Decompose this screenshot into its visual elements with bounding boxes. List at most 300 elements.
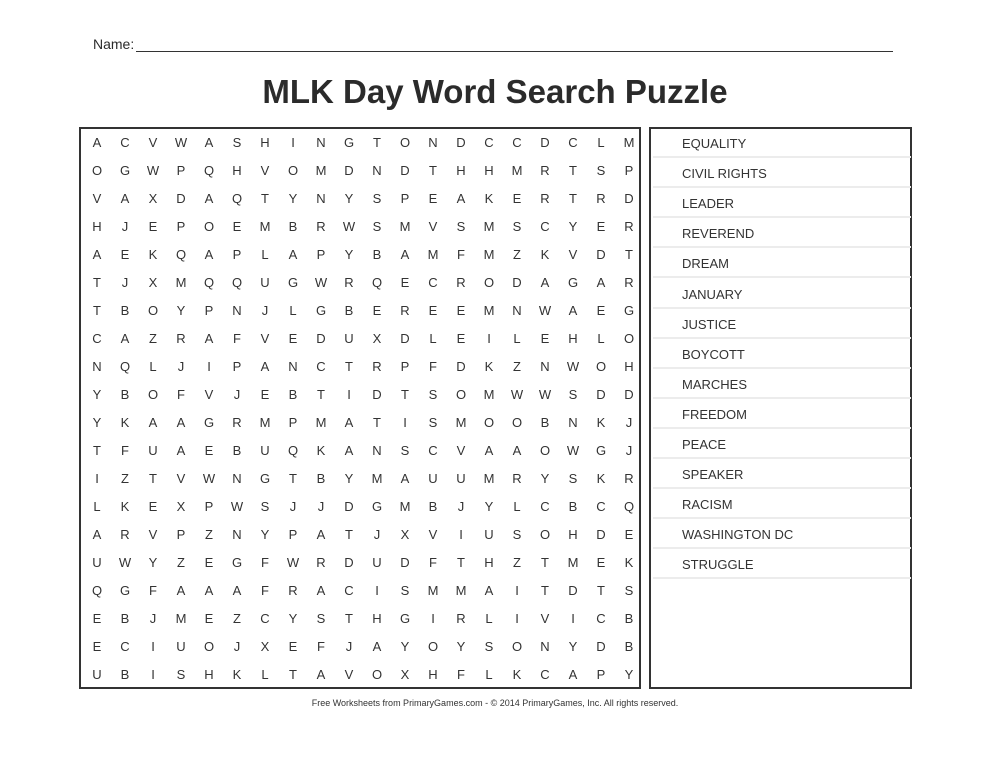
grid-cell[interactable]: L [149,359,157,374]
grid-cell[interactable]: V [260,163,270,178]
grid-cell[interactable]: V [148,527,158,542]
grid-cell[interactable]: X [148,191,158,206]
grid-cell[interactable]: G [119,583,131,598]
grid-cell[interactable]: Y [344,247,354,262]
grid-cell[interactable]: Q [371,275,383,290]
grid-cell[interactable]: O [483,275,495,290]
grid-cell[interactable]: F [457,247,465,262]
grid-cell[interactable]: R [624,219,634,234]
grid-cell[interactable]: F [429,555,437,570]
grid-cell[interactable]: N [288,359,298,374]
grid-cell[interactable]: Q [623,499,635,514]
grid-cell[interactable]: J [625,443,633,458]
grid-cell[interactable]: M [623,135,635,150]
grid-cell[interactable]: H [484,163,494,178]
grid-cell[interactable]: K [316,443,326,458]
grid-cell[interactable]: T [457,555,465,570]
grid-cell[interactable]: A [512,443,522,458]
grid-cell[interactable]: F [177,387,185,402]
grid-cell[interactable]: M [175,275,187,290]
grid-cell[interactable]: R [316,555,326,570]
grid-cell[interactable]: O [623,331,635,346]
grid-cell[interactable]: M [567,555,579,570]
grid-cell[interactable]: G [119,163,131,178]
grid-cell[interactable]: B [372,247,382,262]
letter-grid[interactable] [79,127,641,689]
grid-cell[interactable]: W [510,387,524,402]
grid-cell[interactable]: E [596,555,606,570]
grid-cell[interactable]: A [484,583,494,598]
grid-cell[interactable]: A [92,527,102,542]
grid-cell[interactable]: J [233,639,241,654]
grid-cell[interactable]: O [483,415,495,430]
grid-cell[interactable]: Z [513,247,521,262]
grid-cell[interactable]: W [230,499,244,514]
grid-cell[interactable]: G [231,555,243,570]
grid-cell[interactable]: I [151,667,155,682]
grid-cell[interactable]: M [483,247,495,262]
grid-cell[interactable]: E [204,611,214,626]
grid-cell[interactable]: V [176,471,186,486]
grid-cell[interactable]: M [259,415,271,430]
grid-cell[interactable]: T [289,667,297,682]
grid-cell[interactable]: B [120,667,130,682]
grid-cell[interactable]: Y [540,471,550,486]
grid-cell[interactable]: Q [91,583,103,598]
grid-cell[interactable]: L [597,331,605,346]
grid-cell[interactable]: D [400,331,410,346]
grid-cell[interactable]: S [260,499,270,514]
grid-cell[interactable]: Q [231,275,243,290]
grid-cell[interactable]: T [93,275,101,290]
grid-cell[interactable]: E [204,555,214,570]
grid-cell[interactable]: A [568,667,578,682]
grid-cell[interactable]: M [455,415,467,430]
grid-cell[interactable]: X [148,275,158,290]
grid-cell[interactable]: H [456,163,466,178]
grid-cell[interactable]: P [176,527,186,542]
grid-cell[interactable]: V [428,527,438,542]
grid-cell[interactable]: F [457,667,465,682]
grid-cell[interactable]: U [456,471,466,486]
grid-cell[interactable]: T [625,247,633,262]
grid-cell[interactable]: I [347,387,351,402]
grid-cell[interactable]: L [261,247,269,262]
grid-cell[interactable]: C [260,611,270,626]
grid-cell[interactable]: A [176,583,186,598]
grid-cell[interactable]: Q [119,359,131,374]
grid-cell[interactable]: U [92,555,102,570]
grid-cell[interactable]: E [120,247,130,262]
grid-cell[interactable]: Z [233,611,241,626]
grid-cell[interactable]: K [120,499,130,514]
grid-cell[interactable]: Z [205,527,213,542]
grid-cell[interactable]: D [596,387,606,402]
grid-cell[interactable]: G [567,275,579,290]
grid-cell[interactable]: S [512,527,522,542]
grid-cell[interactable]: U [260,275,270,290]
grid-cell[interactable]: X [400,667,410,682]
grid-cell[interactable]: I [403,415,407,430]
grid-cell[interactable]: L [289,303,297,318]
grid-cell[interactable]: B [288,387,298,402]
grid-cell[interactable]: D [456,359,466,374]
grid-cell[interactable]: S [232,135,242,150]
grid-cell[interactable]: S [596,163,606,178]
grid-cell[interactable]: R [232,415,242,430]
grid-cell[interactable]: D [400,163,410,178]
grid-cell[interactable]: H [428,667,438,682]
grid-cell[interactable]: G [371,499,383,514]
grid-cell[interactable]: G [287,275,299,290]
grid-cell[interactable]: T [429,163,437,178]
grid-cell[interactable]: C [120,639,130,654]
grid-cell[interactable]: O [539,527,551,542]
grid-cell[interactable]: E [596,303,606,318]
grid-cell[interactable]: U [176,639,186,654]
grid-cell[interactable]: A [204,247,214,262]
grid-cell[interactable]: Y [624,667,634,682]
grid-cell[interactable]: M [483,219,495,234]
grid-cell[interactable]: P [176,163,186,178]
grid-cell[interactable]: D [316,331,326,346]
grid-cell[interactable]: F [261,555,269,570]
grid-cell[interactable]: T [261,191,269,206]
grid-cell[interactable]: R [512,471,522,486]
grid-cell[interactable]: O [399,135,411,150]
grid-cell[interactable]: H [568,331,578,346]
grid-cell[interactable]: D [596,639,606,654]
grid-cell[interactable]: N [512,303,522,318]
grid-cell[interactable]: V [92,191,102,206]
grid-cell[interactable]: Z [513,359,521,374]
grid-cell[interactable]: M [371,471,383,486]
grid-cell[interactable]: A [92,247,102,262]
grid-cell[interactable]: F [149,583,157,598]
grid-cell[interactable]: N [372,443,382,458]
grid-cell[interactable]: U [260,443,270,458]
grid-cell[interactable]: S [372,219,382,234]
grid-cell[interactable]: T [93,443,101,458]
grid-cell[interactable]: K [596,471,606,486]
grid-cell[interactable]: V [344,667,354,682]
grid-cell[interactable]: C [596,611,606,626]
grid-cell[interactable]: M [427,247,439,262]
grid-cell[interactable]: E [204,443,214,458]
grid-cell[interactable]: A [568,303,578,318]
grid-cell[interactable]: M [455,583,467,598]
grid-cell[interactable]: J [373,527,381,542]
grid-cell[interactable]: A [316,667,326,682]
grid-cell[interactable]: M [315,415,327,430]
grid-cell[interactable]: R [456,275,466,290]
grid-cell[interactable]: D [456,135,466,150]
name-line[interactable] [136,37,893,52]
grid-cell[interactable]: B [624,639,634,654]
grid-cell[interactable]: D [512,275,522,290]
grid-cell[interactable]: N [540,359,550,374]
grid-cell[interactable]: N [428,135,438,150]
grid-cell[interactable]: O [203,639,215,654]
grid-cell[interactable]: W [286,555,300,570]
grid-cell[interactable]: E [540,331,550,346]
grid-cell[interactable]: H [232,163,242,178]
grid-cell[interactable]: A [204,331,214,346]
grid-cell[interactable]: A [204,583,214,598]
grid-cell[interactable]: C [540,219,550,234]
grid-cell[interactable]: P [176,219,186,234]
grid-cell[interactable]: L [485,611,493,626]
grid-cell[interactable]: C [428,443,438,458]
grid-cell[interactable]: J [121,219,129,234]
grid-cell[interactable]: E [428,303,438,318]
grid-cell[interactable]: H [260,135,270,150]
grid-cell[interactable]: J [177,359,185,374]
grid-cell[interactable]: Q [175,247,187,262]
grid-cell[interactable]: B [120,387,130,402]
grid-cell[interactable]: I [151,639,155,654]
grid-cell[interactable]: H [92,219,102,234]
grid-cell[interactable]: O [287,163,299,178]
grid-cell[interactable]: C [568,135,578,150]
grid-cell[interactable]: R [176,331,186,346]
grid-cell[interactable]: E [148,219,158,234]
grid-cell[interactable]: A [260,359,270,374]
grid-cell[interactable]: Y [344,191,354,206]
grid-cell[interactable]: P [204,499,214,514]
grid-cell[interactable]: V [204,387,214,402]
grid-cell[interactable]: K [512,667,522,682]
grid-cell[interactable]: W [314,275,328,290]
grid-cell[interactable]: R [372,359,382,374]
grid-cell[interactable]: Y [400,639,410,654]
grid-cell[interactable]: Z [121,471,129,486]
grid-cell[interactable]: T [149,471,157,486]
grid-cell[interactable]: H [624,359,634,374]
grid-cell[interactable]: H [568,527,578,542]
grid-cell[interactable]: Z [149,331,157,346]
grid-cell[interactable]: O [539,443,551,458]
grid-cell[interactable]: S [400,583,410,598]
grid-cell[interactable]: E [456,331,466,346]
grid-cell[interactable]: A [316,583,326,598]
grid-cell[interactable]: G [203,415,215,430]
grid-cell[interactable]: Y [288,611,298,626]
grid-cell[interactable]: N [316,191,326,206]
grid-cell[interactable]: E [512,191,522,206]
grid-cell[interactable]: A [148,415,158,430]
grid-cell[interactable]: D [596,247,606,262]
grid-cell[interactable]: A [344,415,354,430]
grid-cell[interactable]: I [487,331,491,346]
grid-cell[interactable]: C [344,583,354,598]
grid-cell[interactable]: D [344,499,354,514]
grid-cell[interactable]: T [93,303,101,318]
grid-cell[interactable]: T [569,191,577,206]
grid-cell[interactable]: R [400,303,410,318]
grid-cell[interactable]: K [484,359,494,374]
grid-cell[interactable]: E [288,639,298,654]
grid-cell[interactable]: A [232,583,242,598]
grid-cell[interactable]: A [484,443,494,458]
grid-cell[interactable]: A [204,191,214,206]
grid-cell[interactable]: Q [203,275,215,290]
grid-cell[interactable]: D [568,583,578,598]
grid-cell[interactable]: X [400,527,410,542]
grid-cell[interactable]: R [624,275,634,290]
grid-cell[interactable]: B [120,303,130,318]
grid-cell[interactable]: I [571,611,575,626]
grid-cell[interactable]: H [484,555,494,570]
grid-cell[interactable]: A [316,527,326,542]
grid-cell[interactable]: O [511,639,523,654]
grid-cell[interactable]: W [566,359,580,374]
grid-cell[interactable]: F [233,331,241,346]
grid-cell[interactable]: V [456,443,466,458]
grid-cell[interactable]: P [316,247,326,262]
grid-cell[interactable]: P [288,527,298,542]
grid-cell[interactable]: I [459,527,463,542]
grid-cell[interactable]: Z [177,555,185,570]
grid-cell[interactable]: P [204,303,214,318]
grid-cell[interactable]: X [260,639,270,654]
grid-cell[interactable]: T [345,359,353,374]
grid-cell[interactable]: M [399,219,411,234]
grid-cell[interactable]: A [456,191,466,206]
grid-cell[interactable]: P [288,415,298,430]
grid-cell[interactable]: Y [260,527,270,542]
grid-cell[interactable]: G [259,471,271,486]
grid-cell[interactable]: L [485,667,493,682]
grid-cell[interactable]: K [148,247,158,262]
grid-cell[interactable]: B [232,443,242,458]
grid-cell[interactable]: T [597,583,605,598]
grid-cell[interactable]: O [595,359,607,374]
grid-cell[interactable]: D [624,191,634,206]
grid-cell[interactable]: Y [92,387,102,402]
grid-cell[interactable]: D [596,527,606,542]
grid-cell[interactable]: E [372,303,382,318]
grid-cell[interactable]: P [232,247,242,262]
grid-cell[interactable]: N [372,163,382,178]
grid-cell[interactable]: O [91,163,103,178]
grid-cell[interactable]: A [92,135,102,150]
grid-cell[interactable]: E [624,527,634,542]
grid-cell[interactable]: W [342,219,356,234]
grid-cell[interactable]: U [372,555,382,570]
grid-cell[interactable]: D [540,135,550,150]
grid-cell[interactable]: G [343,135,355,150]
grid-cell[interactable]: J [317,499,325,514]
grid-cell[interactable]: J [457,499,465,514]
grid-cell[interactable]: S [484,639,494,654]
grid-cell[interactable]: M [175,611,187,626]
grid-cell[interactable]: G [595,443,607,458]
grid-cell[interactable]: A [204,135,214,150]
grid-cell[interactable]: T [373,135,381,150]
grid-cell[interactable]: M [259,219,271,234]
grid-cell[interactable]: P [400,191,410,206]
grid-cell[interactable]: M [483,471,495,486]
grid-cell[interactable]: M [427,583,439,598]
grid-cell[interactable]: R [540,191,550,206]
grid-cell[interactable]: J [233,387,241,402]
grid-cell[interactable]: T [373,415,381,430]
grid-cell[interactable]: S [428,387,438,402]
grid-cell[interactable]: X [372,331,382,346]
grid-cell[interactable]: F [429,359,437,374]
grid-cell[interactable]: N [540,639,550,654]
grid-cell[interactable]: I [291,135,295,150]
grid-cell[interactable]: S [316,611,326,626]
grid-cell[interactable]: J [149,611,157,626]
grid-cell[interactable]: W [174,135,188,150]
grid-cell[interactable]: G [399,611,411,626]
grid-cell[interactable]: C [540,667,550,682]
grid-cell[interactable]: K [624,555,634,570]
grid-cell[interactable]: T [541,555,549,570]
grid-cell[interactable]: G [315,303,327,318]
grid-cell[interactable]: A [288,247,298,262]
grid-cell[interactable]: N [232,527,242,542]
grid-cell[interactable]: W [538,303,552,318]
grid-cell[interactable]: D [344,163,354,178]
grid-cell[interactable]: A [400,247,410,262]
grid-cell[interactable]: A [596,275,606,290]
grid-cell[interactable]: A [120,331,130,346]
grid-cell[interactable]: S [400,443,410,458]
grid-cell[interactable]: D [400,555,410,570]
grid-cell[interactable]: V [540,611,550,626]
grid-cell[interactable]: R [624,471,634,486]
grid-cell[interactable]: P [624,163,634,178]
grid-cell[interactable]: W [146,163,160,178]
grid-cell[interactable]: R [596,191,606,206]
grid-cell[interactable]: N [92,359,102,374]
grid-cell[interactable]: N [316,135,326,150]
grid-cell[interactable]: S [372,191,382,206]
grid-cell[interactable]: U [92,667,102,682]
grid-cell[interactable]: B [624,611,634,626]
grid-cell[interactable]: O [203,219,215,234]
grid-cell[interactable]: C [540,499,550,514]
grid-cell[interactable]: W [118,555,132,570]
grid-cell[interactable]: L [261,667,269,682]
grid-cell[interactable]: Y [568,219,578,234]
grid-cell[interactable]: O [371,667,383,682]
grid-cell[interactable]: L [513,499,521,514]
grid-cell[interactable]: T [289,471,297,486]
grid-cell[interactable]: O [427,639,439,654]
grid-cell[interactable]: I [375,583,379,598]
grid-cell[interactable]: T [317,387,325,402]
grid-cell[interactable]: I [515,583,519,598]
grid-cell[interactable]: Y [288,191,298,206]
grid-cell[interactable]: Q [231,191,243,206]
grid-cell[interactable]: O [147,303,159,318]
grid-cell[interactable]: F [121,443,129,458]
grid-cell[interactable]: E [92,639,102,654]
grid-cell[interactable]: E [400,275,410,290]
grid-cell[interactable]: S [176,667,186,682]
grid-cell[interactable]: E [260,387,270,402]
grid-cell[interactable]: R [120,527,130,542]
grid-cell[interactable]: Q [203,163,215,178]
grid-cell[interactable]: Y [344,471,354,486]
grid-cell[interactable]: M [315,163,327,178]
grid-cell[interactable]: V [428,219,438,234]
grid-cell[interactable]: J [121,275,129,290]
